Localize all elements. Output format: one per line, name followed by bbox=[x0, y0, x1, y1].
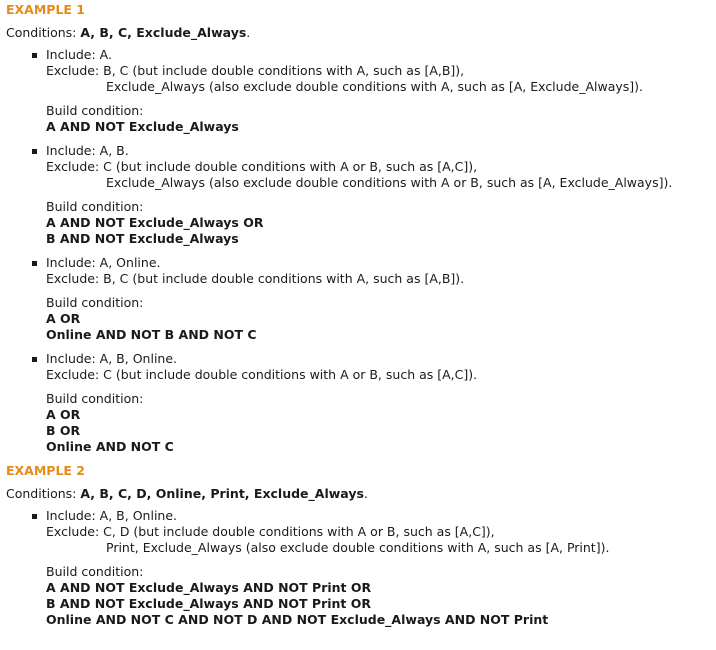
bullet-icon bbox=[32, 53, 37, 58]
build-condition-line: A OR bbox=[46, 311, 81, 326]
exclude-line: Exclude: B, C (but include double conditions with A, such as [A,B]). bbox=[46, 271, 465, 286]
build-condition-line: Online AND NOT B AND NOT C bbox=[46, 327, 257, 342]
exclude-line: Exclude: C (but include double conditions with A or B, such as [A,C]). bbox=[46, 367, 478, 382]
bullet-icon bbox=[32, 261, 37, 266]
example2-conditions: Conditions: A, B, C, D, Online, Print, Exclude_Always. bbox=[6, 486, 368, 501]
example1-title: EXAMPLE 1 bbox=[6, 2, 86, 17]
build-label: Build condition: bbox=[46, 103, 144, 118]
include-line: Include: A, B, Online. bbox=[46, 351, 177, 366]
include-line: Include: A, B, Online. bbox=[46, 508, 177, 523]
list-item bbox=[6, 508, 716, 628]
exclude-line: Exclude: B, C (but include double conditions with A, such as [A,B]), bbox=[46, 63, 465, 78]
exclude-continuation: Exclude_Always (also exclude double conditions with A, such as [A, Exclude_Always]). bbox=[106, 79, 643, 94]
build-label: Build condition: bbox=[46, 391, 144, 406]
list-item bbox=[6, 143, 716, 247]
example1-conditions: Conditions: A, B, C, Exclude_Always. bbox=[6, 25, 251, 40]
build-condition-line: Online AND NOT C bbox=[46, 439, 174, 454]
conditions-label: Conditions: bbox=[6, 25, 77, 40]
include-line: Include: A. bbox=[46, 47, 112, 62]
include-line: Include: A, Online. bbox=[46, 255, 161, 270]
exclude-continuation: Print, Exclude_Always (also exclude double conditions with A, such as [A, Print]). bbox=[106, 540, 610, 555]
list-item bbox=[6, 351, 716, 455]
include-line: Include: A, B. bbox=[46, 143, 129, 158]
list-item bbox=[6, 255, 716, 343]
build-condition-line: A AND NOT Exclude_Always OR bbox=[46, 215, 264, 230]
exclude-line: Exclude: C, D (but include double conditions with A or B, such as [A,C]), bbox=[46, 524, 495, 539]
bullet-icon bbox=[32, 149, 37, 154]
build-condition-line: Online AND NOT C AND NOT D AND NOT Exclude_Always AND NOT Print bbox=[46, 612, 549, 627]
conditions-label: Conditions: bbox=[6, 486, 77, 501]
build-label: Build condition: bbox=[46, 199, 144, 214]
bullet-icon bbox=[32, 357, 37, 362]
build-label: Build condition: bbox=[46, 295, 144, 310]
bullet-icon bbox=[32, 514, 37, 519]
conditions-value: A, B, C, Exclude_Always bbox=[80, 25, 247, 40]
build-condition-line: B AND NOT Exclude_Always AND NOT Print OR bbox=[46, 596, 371, 611]
build-condition-line: A OR bbox=[46, 407, 81, 422]
build-condition-line: B OR bbox=[46, 423, 81, 438]
build-condition-line: B AND NOT Exclude_Always bbox=[46, 231, 239, 246]
exclude-continuation: Exclude_Always (also exclude double conditions with A or B, such as [A, Exclude_Always]). bbox=[106, 175, 673, 190]
build-condition-line: A AND NOT Exclude_Always AND NOT Print OR bbox=[46, 580, 372, 595]
build-label: Build condition: bbox=[46, 564, 144, 579]
build-condition-line: A AND NOT Exclude_Always bbox=[46, 119, 239, 134]
conditions-value: A, B, C, D, Online, Print, Exclude_Always bbox=[80, 486, 364, 501]
example2-title: EXAMPLE 2 bbox=[6, 463, 86, 478]
list-item bbox=[6, 47, 716, 135]
exclude-line: Exclude: C (but include double conditions with A or B, such as [A,C]), bbox=[46, 159, 478, 174]
